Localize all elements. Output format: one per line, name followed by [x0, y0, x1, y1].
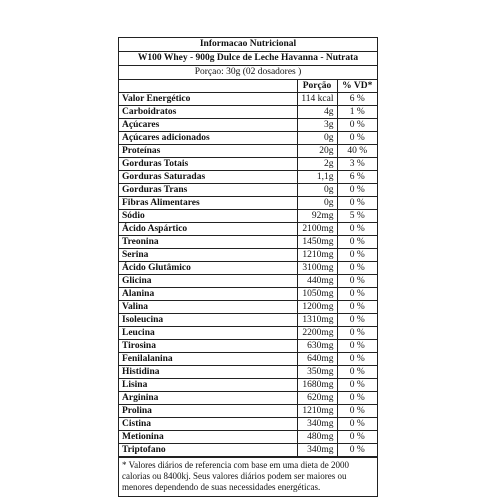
nutrient-name: Treonina — [119, 236, 297, 249]
nutrient-vd: 0 % — [337, 405, 377, 418]
table-row — [119, 197, 377, 210]
nutrient-portion: 114 kcal — [297, 93, 337, 106]
nutrient-name: Gorduras Saturadas — [119, 171, 297, 184]
table-row — [119, 340, 377, 353]
nutrient-portion: 440mg — [297, 275, 337, 288]
table-row — [119, 301, 377, 314]
table-row — [119, 119, 377, 132]
nutrient-vd: 5 % — [337, 210, 377, 223]
nutrient-vd: 0 % — [337, 392, 377, 405]
nutrient-portion: 0g — [297, 184, 337, 197]
header-portion: Porção — [297, 80, 337, 93]
nutrient-name: Metionina — [119, 431, 297, 444]
nutrient-vd: 6 % — [337, 171, 377, 184]
nutrient-portion: 1210mg — [297, 405, 337, 418]
nutrient-vd: 0 % — [337, 197, 377, 210]
nutrient-vd: 0 % — [337, 314, 377, 327]
nutrient-name: Fenilalanina — [119, 353, 297, 366]
nutrient-name: Sódio — [119, 210, 297, 223]
nutrient-vd: 0 % — [337, 275, 377, 288]
nutrient-name: Açúcares adicionados — [119, 132, 297, 145]
nutrient-name: Carboidratos — [119, 106, 297, 119]
nutrient-name: Triptofano — [119, 444, 297, 457]
nutrient-name: Tirosina — [119, 340, 297, 353]
nutrient-vd: 0 % — [337, 379, 377, 392]
nutrient-portion: 92mg — [297, 210, 337, 223]
nutrient-vd: 0 % — [337, 132, 377, 145]
table-row — [119, 314, 377, 327]
nutrient-portion: 2100mg — [297, 223, 337, 236]
header-nutrient — [119, 80, 297, 93]
header-vd: % VD* — [337, 80, 377, 93]
nutrient-portion: 340mg — [297, 418, 337, 431]
nutrient-vd: 0 % — [337, 184, 377, 197]
table-row — [119, 431, 377, 444]
table-row — [119, 158, 377, 171]
table-row — [119, 249, 377, 262]
table-row — [119, 275, 377, 288]
nutrient-portion: 620mg — [297, 392, 337, 405]
nutrient-name: Ácido Aspártico — [119, 223, 297, 236]
table-row — [119, 405, 377, 418]
nutrient-portion: 3100mg — [297, 262, 337, 275]
nutrient-name: Gorduras Trans — [119, 184, 297, 197]
nutrient-name: Proteínas — [119, 145, 297, 158]
nutrient-vd: 1 % — [337, 106, 377, 119]
footnote: * Valores diários de referencia com base em uma dieta de 2000 calorias ou 8400kj. Seus valores diários podem ser maiores ou menores dependendo de suas necessidades energéticas. — [119, 457, 377, 496]
label-title: Informacao Nutricional — [119, 38, 377, 52]
nutrient-name: Fibras Alimentares — [119, 197, 297, 210]
nutrient-name: Alanina — [119, 288, 297, 301]
nutrient-name: Ácido Glutâmico — [119, 262, 297, 275]
nutrient-vd: 0 % — [337, 236, 377, 249]
nutrient-vd: 0 % — [337, 288, 377, 301]
nutrient-vd: 0 % — [337, 366, 377, 379]
nutrient-vd: 0 % — [337, 327, 377, 340]
table-row — [119, 366, 377, 379]
table-row — [119, 210, 377, 223]
table-row — [119, 223, 377, 236]
product-name: W100 Whey - 900g Dulce de Leche Havanna - Nutrata — [119, 52, 377, 66]
nutrient-name: Isoleucina — [119, 314, 297, 327]
nutrient-vd: 0 % — [337, 340, 377, 353]
nutrient-portion: 4g — [297, 106, 337, 119]
nutrient-vd: 0 % — [337, 119, 377, 132]
nutrition-table — [119, 80, 377, 457]
nutrient-vd: 6 % — [337, 93, 377, 106]
nutrient-portion: 480mg — [297, 431, 337, 444]
nutrient-name: Açúcares — [119, 119, 297, 132]
nutrient-name: Leucina — [119, 327, 297, 340]
nutrient-portion: 1200mg — [297, 301, 337, 314]
nutrient-portion: 3g — [297, 119, 337, 132]
nutrient-portion: 1210mg — [297, 249, 337, 262]
table-row — [119, 288, 377, 301]
nutrient-name: Lisina — [119, 379, 297, 392]
nutrient-portion: 2g — [297, 158, 337, 171]
nutrient-portion: 1,1g — [297, 171, 337, 184]
table-row — [119, 171, 377, 184]
nutrition-rows — [119, 93, 377, 457]
table-row — [119, 418, 377, 431]
table-row — [119, 93, 377, 106]
nutrient-portion: 1310mg — [297, 314, 337, 327]
nutrient-portion: 350mg — [297, 366, 337, 379]
table-row — [119, 392, 377, 405]
nutrient-vd: 0 % — [337, 223, 377, 236]
nutrient-name: Gorduras Totais — [119, 158, 297, 171]
nutrient-vd: 0 % — [337, 431, 377, 444]
nutrient-portion: 0g — [297, 132, 337, 145]
nutrient-name: Arginina — [119, 392, 297, 405]
nutrient-vd: 0 % — [337, 418, 377, 431]
table-row — [119, 236, 377, 249]
nutrient-vd: 0 % — [337, 353, 377, 366]
nutrient-portion: 630mg — [297, 340, 337, 353]
nutrition-label — [118, 37, 378, 497]
nutrient-vd: 0 % — [337, 444, 377, 457]
nutrient-name: Prolina — [119, 405, 297, 418]
nutrient-portion: 640mg — [297, 353, 337, 366]
nutrient-portion: 0g — [297, 197, 337, 210]
nutrient-vd: 3 % — [337, 158, 377, 171]
table-row — [119, 145, 377, 158]
nutrient-name: Valor Energético — [119, 93, 297, 106]
table-row — [119, 379, 377, 392]
table-header-row — [119, 80, 377, 93]
nutrient-vd: 0 % — [337, 262, 377, 275]
nutrient-vd: 40 % — [337, 145, 377, 158]
nutrient-portion: 20g — [297, 145, 337, 158]
nutrient-name: Cistina — [119, 418, 297, 431]
serving-size: Porçao: 30g (02 dosadores ) — [119, 66, 377, 80]
table-row — [119, 262, 377, 275]
nutrient-name: Glicina — [119, 275, 297, 288]
nutrient-vd: 0 % — [337, 249, 377, 262]
table-row — [119, 327, 377, 340]
nutrient-portion: 340mg — [297, 444, 337, 457]
table-row — [119, 132, 377, 145]
nutrient-vd: 0 % — [337, 301, 377, 314]
table-row — [119, 184, 377, 197]
nutrient-portion: 2200mg — [297, 327, 337, 340]
nutrient-portion: 1450mg — [297, 236, 337, 249]
table-row — [119, 444, 377, 457]
table-row — [119, 353, 377, 366]
nutrient-name: Valina — [119, 301, 297, 314]
nutrient-portion: 1050mg — [297, 288, 337, 301]
table-row — [119, 106, 377, 119]
nutrient-name: Serina — [119, 249, 297, 262]
nutrient-name: Histidina — [119, 366, 297, 379]
nutrient-portion: 1680mg — [297, 379, 337, 392]
